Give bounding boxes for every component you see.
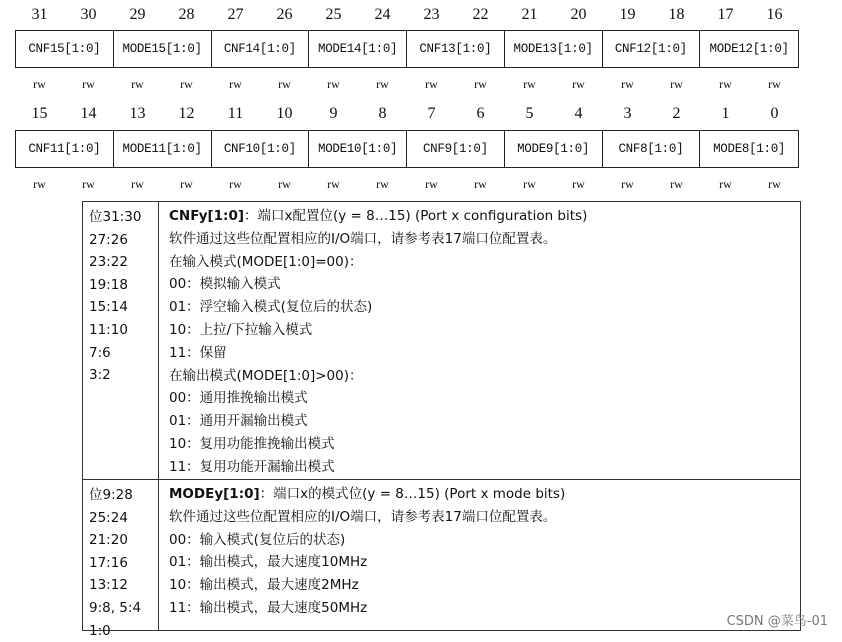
bit-position-label: 17:16 — [89, 554, 128, 571]
mode-lines — [169, 506, 800, 620]
upper-bit-5: 26 — [276, 6, 293, 23]
lower-bit-9: 6 — [476, 105, 485, 122]
upper-bit-14: 17 — [717, 6, 734, 23]
register-field-cell: CNF13[1:0] — [407, 31, 505, 67]
description-line: 00：模拟输入模式 — [169, 276, 281, 293]
bit-position-label: 15:14 — [89, 299, 128, 316]
mode-field-name: MODEy[1:0] — [169, 486, 260, 502]
cnf-lines — [169, 228, 800, 479]
description-line: 01：通用开漏输出模式 — [169, 413, 308, 430]
bit-position-label: 9:8, 5:4 — [89, 599, 142, 616]
access-rw-label: rw — [474, 177, 487, 191]
register-field-cell: MODE15[1:0] — [114, 31, 212, 67]
register-field-cell: MODE8[1:0] — [713, 142, 786, 156]
access-rw-label: rw — [572, 77, 585, 91]
upper-bit-4: 27 — [227, 6, 244, 23]
mode-description — [159, 480, 800, 620]
access-rw-label: rw — [229, 177, 242, 191]
lower-bit-numbers — [15, 104, 799, 124]
access-rw-label: rw — [327, 77, 340, 91]
access-rw-label: rw — [327, 177, 340, 191]
description-line: 10：复用功能推挽输出模式 — [169, 435, 335, 452]
description-line: 软件通过这些位配置相应的I/O端口，请参考表17端口位配置表。 — [169, 230, 557, 247]
register-field-cell: MODE10[1:0] — [309, 131, 407, 167]
upper-bit-8: 23 — [423, 6, 440, 23]
bit-position-label: 25:24 — [89, 509, 128, 526]
bit-position-label: 1:0 — [89, 622, 111, 639]
register-field-cell: CNF14[1:0] — [212, 31, 310, 67]
bit-position-label: 11:10 — [89, 321, 128, 338]
mode-bit-positions — [83, 480, 159, 639]
cnf-description-row — [83, 202, 800, 479]
register-field-cell: MODE9[1:0] — [505, 131, 603, 167]
bit-position-label: 21:20 — [89, 532, 128, 549]
bit-position-label: 位9:28 — [89, 487, 133, 503]
lower-bit-0: 15 — [31, 105, 48, 122]
access-rw-label: rw — [33, 77, 46, 91]
lower-bit-15: 0 — [770, 105, 779, 122]
cnf-title-text: ：端口x配置位(y = 8…15) (Port x configuration bits) — [244, 208, 588, 224]
lower-bit-1: 14 — [80, 105, 97, 122]
lower-bit-6: 9 — [329, 105, 338, 122]
upper-bit-9: 22 — [472, 6, 489, 23]
cnf-field-name: CNFy[1:0] — [169, 208, 245, 224]
lower-bit-4: 11 — [227, 105, 244, 122]
access-rw-label: rw — [33, 177, 46, 191]
access-rw-label: rw — [278, 177, 291, 191]
access-rw-label: rw — [523, 77, 536, 91]
bit-position-label: 位31:30 — [89, 209, 142, 225]
access-rw-label: rw — [180, 77, 193, 91]
lower-bit-14: 1 — [721, 105, 730, 122]
register-field-cell: MODE12[1:0] — [709, 42, 789, 56]
bit-position-label: 23:22 — [89, 254, 128, 271]
description-line: 00：输入模式(复位后的状态) — [169, 531, 346, 548]
lower-bit-3: 12 — [178, 105, 195, 122]
upper-bit-13: 18 — [668, 6, 685, 23]
description-line: 00：通用推挽输出模式 — [169, 390, 308, 407]
access-rw-label: rw — [278, 77, 291, 91]
upper-bit-6: 25 — [325, 6, 342, 23]
lower-register-fields — [15, 130, 799, 168]
upper-bit-10: 21 — [521, 6, 538, 23]
access-rw-label: rw — [523, 177, 536, 191]
description-line: 11：输出模式，最大速度50MHz — [169, 599, 368, 616]
upper-bit-numbers — [15, 5, 799, 25]
description-line: 10：上拉/下拉输入模式 — [169, 321, 313, 338]
lower-bit-7: 8 — [378, 105, 387, 122]
register-field-cell: CNF15[1:0] — [16, 31, 114, 67]
description-line: 11：复用功能开漏输出模式 — [169, 458, 335, 475]
upper-bit-2: 29 — [129, 6, 146, 23]
access-rw-label: rw — [229, 77, 242, 91]
access-rw-label: rw — [425, 77, 438, 91]
register-field-cell: CNF10[1:0] — [212, 131, 310, 167]
description-line: 软件通过这些位配置相应的I/O端口，请参考表17端口位配置表。 — [169, 508, 557, 525]
access-rw-label: rw — [425, 177, 438, 191]
register-field-cell: CNF11[1:0] — [16, 131, 114, 167]
upper-bit-7: 24 — [374, 6, 391, 23]
access-rw-label: rw — [82, 77, 95, 91]
description-line: 01：浮空输入模式(复位后的状态) — [169, 299, 373, 316]
cnf-bit-positions — [83, 202, 159, 479]
description-line: 01：输出模式，最大速度10MHz — [169, 554, 368, 571]
upper-bit-3: 28 — [178, 6, 195, 23]
bit-position-label: 3:2 — [89, 367, 111, 384]
access-rw-label: rw — [131, 77, 144, 91]
access-rw-label: rw — [131, 177, 144, 191]
upper-bit-12: 19 — [619, 6, 636, 23]
access-rw-label: rw — [572, 177, 585, 191]
description-line: 11：保留 — [169, 344, 227, 361]
access-rw-label: rw — [670, 177, 683, 191]
lower-bit-5: 10 — [276, 105, 293, 122]
register-field-cell: MODE14[1:0] — [309, 31, 407, 67]
mode-title-text: ：端口x的模式位(y = 8…15) (Port x mode bits) — [259, 486, 566, 502]
description-line: 在输入模式(MODE[1:0]=00)： — [169, 253, 363, 270]
mode-description-row — [83, 479, 800, 639]
register-field-cell: MODE13[1:0] — [505, 31, 603, 67]
access-rw-label: rw — [768, 177, 781, 191]
register-field-cell: MODE11[1:0] — [114, 131, 212, 167]
upper-register-fields — [15, 30, 799, 68]
access-rw-label: rw — [621, 77, 634, 91]
lower-bit-2: 13 — [129, 105, 146, 122]
access-rw-label: rw — [719, 177, 732, 191]
register-field-cell: CNF8[1:0] — [603, 131, 701, 167]
bit-position-label: 13:12 — [89, 577, 128, 594]
bit-position-label: 27:26 — [89, 231, 128, 248]
access-rw-label: rw — [670, 77, 683, 91]
upper-bit-15: 16 — [766, 6, 783, 23]
cnf-title — [169, 205, 800, 228]
access-rw-label: rw — [376, 177, 389, 191]
access-rw-label: rw — [768, 77, 781, 91]
access-rw-label: rw — [82, 177, 95, 191]
bit-description-table — [82, 201, 801, 639]
bit-position-label: 19:18 — [89, 276, 128, 293]
upper-bit-11: 20 — [570, 6, 587, 23]
cnf-description — [159, 202, 800, 479]
lower-bit-8: 7 — [427, 105, 436, 122]
description-line: 10：输出模式，最大速度2MHz — [169, 577, 359, 594]
access-rw-label: rw — [180, 177, 193, 191]
bit-position-label: 7:6 — [89, 344, 111, 361]
register-field-cell: CNF9[1:0] — [407, 131, 505, 167]
upper-bit-1: 30 — [80, 6, 97, 23]
lower-access-row — [15, 177, 799, 191]
lower-bit-13: 2 — [672, 105, 681, 122]
register-field-cell: CNF12[1:0] — [603, 31, 701, 67]
watermark: CSDN @菜鸟-01 — [726, 614, 828, 629]
lower-bit-11: 4 — [574, 105, 583, 122]
lower-bit-12: 3 — [623, 105, 632, 122]
access-rw-label: rw — [474, 77, 487, 91]
access-rw-label: rw — [376, 77, 389, 91]
access-rw-label: rw — [719, 77, 732, 91]
access-rw-label: rw — [621, 177, 634, 191]
upper-access-row — [15, 77, 799, 91]
mode-title — [169, 483, 800, 506]
lower-bit-10: 5 — [525, 105, 534, 122]
upper-bit-0: 31 — [31, 6, 48, 23]
description-line: 在输出模式(MODE[1:0]>00)： — [169, 367, 363, 384]
